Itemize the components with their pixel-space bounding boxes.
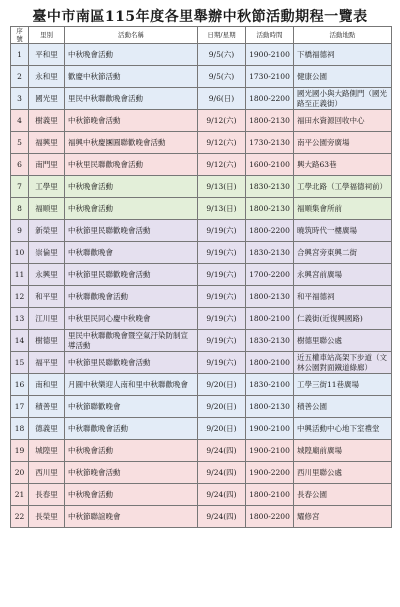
event-time: 1800-2100: [246, 308, 294, 330]
event-time: 1800-2200: [246, 506, 294, 528]
table-row: [11, 44, 392, 66]
event-time: 1830-2130: [246, 330, 294, 352]
row-number: 19: [11, 440, 29, 462]
row-number: 18: [11, 418, 29, 440]
table-row: [11, 110, 392, 132]
village-name: 平和里: [29, 44, 65, 66]
event-location: 城隍廟前廣場: [294, 440, 392, 462]
event-date: 9/24(四): [198, 506, 246, 528]
event-date: 9/13(日): [198, 198, 246, 220]
table-row: [11, 154, 392, 176]
event-time: 1800-2100: [246, 484, 294, 506]
activity-name: 中秋晚會活動: [65, 198, 198, 220]
village-name: 南和里: [29, 374, 65, 396]
table-row: [11, 308, 392, 330]
activity-name: 歡慶中秋節活動: [65, 66, 198, 88]
event-time: 1900-2100: [246, 418, 294, 440]
event-date: 9/24(四): [198, 484, 246, 506]
village-name: 南門里: [29, 154, 65, 176]
table-row: [11, 484, 392, 506]
event-time: 1900-2200: [246, 462, 294, 484]
event-location: 工學三街11巷廣場: [294, 374, 392, 396]
activity-name: 中秋節聯歡晚會: [65, 396, 198, 418]
village-name: 城隍里: [29, 440, 65, 462]
event-time: 1730-2100: [246, 66, 294, 88]
table-row: [11, 440, 392, 462]
event-location: 南平公園旁廣場: [294, 132, 392, 154]
event-location: 仁義街(近復興國路): [294, 308, 392, 330]
village-name: 樹德里: [29, 330, 65, 352]
village-name: 永興里: [29, 264, 65, 286]
event-date: 9/6(日): [198, 88, 246, 110]
row-number: 20: [11, 462, 29, 484]
table-row: [11, 88, 392, 110]
event-time: 1900-2100: [246, 440, 294, 462]
activity-name: 中秋聯歡晚會: [65, 242, 198, 264]
village-name: 樹義里: [29, 110, 65, 132]
village-name: 德義里: [29, 418, 65, 440]
event-time: 1830-2130: [246, 176, 294, 198]
activity-name: 中秋節聯誼晚會: [65, 506, 198, 528]
village-name: 永和里: [29, 66, 65, 88]
village-name: 江川里: [29, 308, 65, 330]
event-location: 福田水資源回收中心: [294, 110, 392, 132]
activity-name: 中秋節晚會活動: [65, 462, 198, 484]
event-location: 中興活動中心地下室禮堂: [294, 418, 392, 440]
event-location: 和平福德祠: [294, 286, 392, 308]
table-row: [11, 352, 392, 374]
event-time: 1800-2200: [246, 88, 294, 110]
event-location: 耀修宮: [294, 506, 392, 528]
event-time: 1700-2200: [246, 264, 294, 286]
event-date: 9/20(日): [198, 418, 246, 440]
activity-name: 中秋節里民聯歡晚會活動: [65, 220, 198, 242]
activity-name: 中秋晚會活動: [65, 176, 198, 198]
table-header-row: [11, 27, 392, 44]
row-number: 12: [11, 286, 29, 308]
event-date: 9/12(六): [198, 154, 246, 176]
village-name: 工學里: [29, 176, 65, 198]
row-number: 15: [11, 352, 29, 374]
row-number: 9: [11, 220, 29, 242]
village-name: 長春里: [29, 484, 65, 506]
event-location: 福順集會所前: [294, 198, 392, 220]
header-no: 序號: [11, 27, 29, 44]
activity-name: 中秋里民聯歡晚會活動: [65, 154, 198, 176]
table-row: [11, 66, 392, 88]
village-name: 國光里: [29, 88, 65, 110]
village-name: 崇倫里: [29, 242, 65, 264]
event-time: 1800-2130: [246, 198, 294, 220]
village-name: 和平里: [29, 286, 65, 308]
table-row: [11, 462, 392, 484]
event-date: 9/20(日): [198, 396, 246, 418]
row-number: 10: [11, 242, 29, 264]
event-time: 1800-2200: [246, 220, 294, 242]
table-row: [11, 506, 392, 528]
activity-name: 中秋節里民聯歡晚會活動: [65, 264, 198, 286]
event-time: 1830-2130: [246, 242, 294, 264]
row-number: 8: [11, 198, 29, 220]
activity-name: 月圓中秋樂迎人南和里中秋聯歡晚會: [65, 374, 198, 396]
village-name: 新榮里: [29, 220, 65, 242]
village-name: 福平里: [29, 352, 65, 374]
event-date: 9/12(六): [198, 110, 246, 132]
table-row: [11, 242, 392, 264]
event-date: 9/19(六): [198, 308, 246, 330]
event-date: 9/19(六): [198, 242, 246, 264]
event-time: 1830-2100: [246, 374, 294, 396]
village-name: 長榮里: [29, 506, 65, 528]
event-time: 1800-2130: [246, 286, 294, 308]
activity-name: 中秋里民同心慶中秋晚會: [65, 308, 198, 330]
event-date: 9/12(六): [198, 132, 246, 154]
row-number: 11: [11, 264, 29, 286]
activity-name: 中秋晚會活動: [65, 44, 198, 66]
header-date: 日期/星期: [198, 27, 246, 44]
event-location: 樹德里聯公處: [294, 330, 392, 352]
activity-name: 中秋晚會活動: [65, 440, 198, 462]
row-number: 4: [11, 110, 29, 132]
event-location: 曉筑時代一樓廣場: [294, 220, 392, 242]
row-number: 14: [11, 330, 29, 352]
event-date: 9/19(六): [198, 264, 246, 286]
row-number: 6: [11, 154, 29, 176]
event-time: 1800-2100: [246, 352, 294, 374]
page-title: 臺中市南區115年度各里舉辦中秋節活動期程一覽表: [32, 9, 368, 25]
event-date: 9/13(日): [198, 176, 246, 198]
table-row: [11, 264, 392, 286]
event-location: 合興宮旁東興二街: [294, 242, 392, 264]
event-location: 健康公園: [294, 66, 392, 88]
event-time: 1730-2130: [246, 132, 294, 154]
event-date: 9/5(六): [198, 44, 246, 66]
village-name: 福順里: [29, 198, 65, 220]
table-row: [11, 330, 392, 352]
event-date: 9/24(四): [198, 440, 246, 462]
table-row: [11, 286, 392, 308]
event-date: 9/19(六): [198, 330, 246, 352]
event-date: 9/19(六): [198, 286, 246, 308]
event-date: 9/19(六): [198, 352, 246, 374]
activity-name: 中秋晚會活動: [65, 484, 198, 506]
row-number: 5: [11, 132, 29, 154]
table-row: [11, 374, 392, 396]
activity-name: 里民中秋聯歡晚會暨空氣汙染防制宣導活動: [65, 330, 198, 352]
activity-name: 福興中秋慶團圓聯歡晚會活動: [65, 132, 198, 154]
activity-name: 中秋聯歡晚會活動: [65, 286, 198, 308]
event-location: 興大路63巷: [294, 154, 392, 176]
activity-name: 中秋節晚會活動: [65, 110, 198, 132]
event-time: 1800-2130: [246, 110, 294, 132]
village-name: 福興里: [29, 132, 65, 154]
event-time: 1600-2100: [246, 154, 294, 176]
event-location: 下橋福德祠: [294, 44, 392, 66]
table-row: [11, 132, 392, 154]
event-date: 9/24(四): [198, 462, 246, 484]
row-number: 7: [11, 176, 29, 198]
row-number: 13: [11, 308, 29, 330]
village-name: 積善里: [29, 396, 65, 418]
header-activity: 活動名稱: [65, 27, 198, 44]
row-number: 16: [11, 374, 29, 396]
row-number: 1: [11, 44, 29, 66]
event-location: 永興宮前廣場: [294, 264, 392, 286]
activity-name: 中秋節里民聯歡晚會活動: [65, 352, 198, 374]
activity-name: 中秋聯歡晚會活動: [65, 418, 198, 440]
table-row: [11, 418, 392, 440]
event-location: 西川里聯公處: [294, 462, 392, 484]
event-date: 9/20(日): [198, 374, 246, 396]
row-number: 21: [11, 484, 29, 506]
event-location: 工學北路（工學福德祠前）: [294, 176, 392, 198]
event-location: 積善公園: [294, 396, 392, 418]
table-row: [11, 176, 392, 198]
activity-name: 里民中秋聯歡晚會活動: [65, 88, 198, 110]
header-time: 活動時間: [246, 27, 294, 44]
table-row: [11, 396, 392, 418]
row-number: 2: [11, 66, 29, 88]
village-name: 西川里: [29, 462, 65, 484]
table-row: [11, 220, 392, 242]
schedule-table: [10, 26, 392, 528]
header-li: 里別: [29, 27, 65, 44]
event-time: 1800-2130: [246, 396, 294, 418]
event-date: 9/5(六): [198, 66, 246, 88]
event-time: 1900-2100: [246, 44, 294, 66]
event-location: 國光國小與大路側門（國光路至正義街）: [294, 88, 392, 110]
event-location: 近五權車站高架下步道（文林公園對面鐵道綠廊）: [294, 352, 392, 374]
event-date: 9/19(六): [198, 220, 246, 242]
event-location: 長春公園: [294, 484, 392, 506]
row-number: 3: [11, 88, 29, 110]
row-number: 22: [11, 506, 29, 528]
row-number: 17: [11, 396, 29, 418]
table-row: [11, 198, 392, 220]
header-location: 活動地點: [294, 27, 392, 44]
